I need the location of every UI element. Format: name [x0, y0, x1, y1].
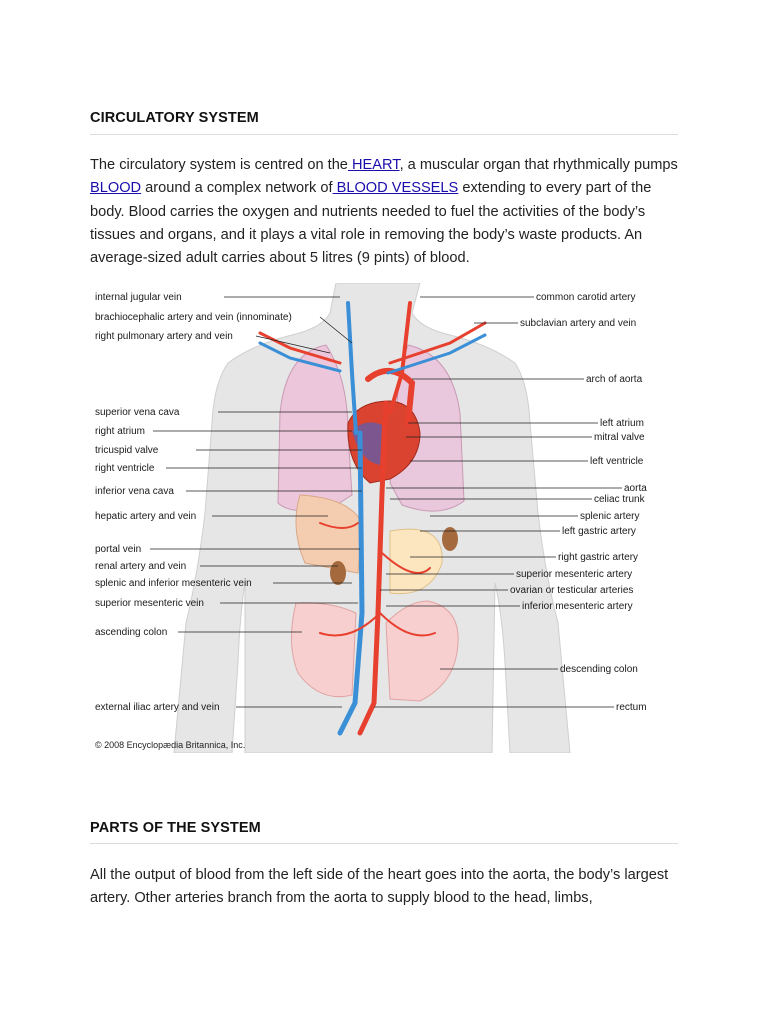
label-inferior-mesenteric-artery: inferior mesenteric artery [522, 601, 633, 612]
intro-text-3: around a complex network of [141, 180, 333, 197]
blood-vessels-link[interactable]: BLOOD VESSELS [332, 180, 459, 197]
label-common-carotid-artery: common carotid artery [536, 292, 636, 303]
label-superior-mesenteric-vein: superior mesenteric vein [95, 598, 204, 609]
label-internal-jugular-vein: internal jugular vein [95, 292, 182, 303]
label-portal-vein: portal vein [95, 544, 142, 555]
label-rectum: rectum [616, 702, 647, 713]
label-right-gastric-artery: right gastric artery [558, 552, 639, 563]
label-superior-mesenteric-artery: superior mesenteric artery [516, 569, 633, 580]
label-external-iliac: external iliac artery and vein [95, 702, 220, 713]
circulatory-system-diagram [90, 283, 652, 753]
figure-copyright: © 2008 Encyclopædia Britannica, Inc. [95, 740, 246, 750]
intro-text-1: The circulatory system is centred on the [90, 157, 348, 173]
intro-paragraph [90, 154, 690, 270]
label-subclavian: subclavian artery and vein [520, 318, 637, 329]
label-right-ventricle: right ventricle [95, 463, 155, 474]
label-tricuspid-valve: tricuspid valve [95, 445, 159, 456]
label-ovarian-testicular: ovarian or testicular arteries [510, 585, 634, 596]
heart-link[interactable]: HEART [347, 157, 400, 173]
intro-text-2: , a muscular organ that rhythmically pumps [399, 157, 678, 173]
parts-paragraph: All the output of blood from the left side of the heart goes into the aorta, the body’s largest artery. Other arteries branch from the aorta to supply blood to the head, limbs, [90, 867, 669, 907]
label-brachiocephalic: brachiocephalic artery and vein (innominate) [95, 312, 292, 323]
label-renal-artery-vein: renal artery and vein [95, 561, 187, 572]
intro-text-4: extending to every part of the body. Blood carries the oxygen and nutrients needed to fuel the activities of the body’s tissues and organs, and it plays a vital role in removing the body’s waste products. An average-sized adult carries about 5 litres (9 pints) of blood. [90, 180, 652, 267]
label-left-gastric-artery: left gastric artery [562, 526, 636, 537]
label-superior-vena-cava: superior vena cava [95, 407, 180, 418]
label-hepatic-artery-vein: hepatic artery and vein [95, 511, 197, 522]
section-heading-parts-of-system: PARTS OF THE SYSTEM [90, 820, 261, 836]
label-celiac-trunk: celiac trunk [594, 494, 645, 505]
heading-divider-2 [90, 843, 678, 844]
heading-divider [90, 134, 678, 135]
label-splenic-inferior-mesenteric-vein: splenic and inferior mesenteric vein [95, 578, 252, 589]
label-splenic-artery: splenic artery [580, 511, 640, 522]
label-arch-of-aorta: arch of aorta [586, 374, 643, 385]
blood-link[interactable]: BLOOD [90, 180, 142, 197]
label-left-atrium: left atrium [600, 418, 644, 429]
label-descending-colon: descending colon [560, 664, 638, 675]
section-heading-circulatory-system: CIRCULATORY SYSTEM [90, 110, 259, 126]
diagram-svg [90, 283, 652, 753]
label-right-atrium: right atrium [95, 426, 146, 437]
label-aorta: aorta [624, 483, 647, 494]
label-mitral-valve: mitral valve [594, 432, 645, 443]
label-ascending-colon: ascending colon [95, 627, 168, 638]
label-left-ventricle: left ventricle [590, 456, 644, 467]
label-inferior-vena-cava: inferior vena cava [95, 486, 174, 497]
label-right-pulmonary: right pulmonary artery and vein [95, 331, 233, 342]
